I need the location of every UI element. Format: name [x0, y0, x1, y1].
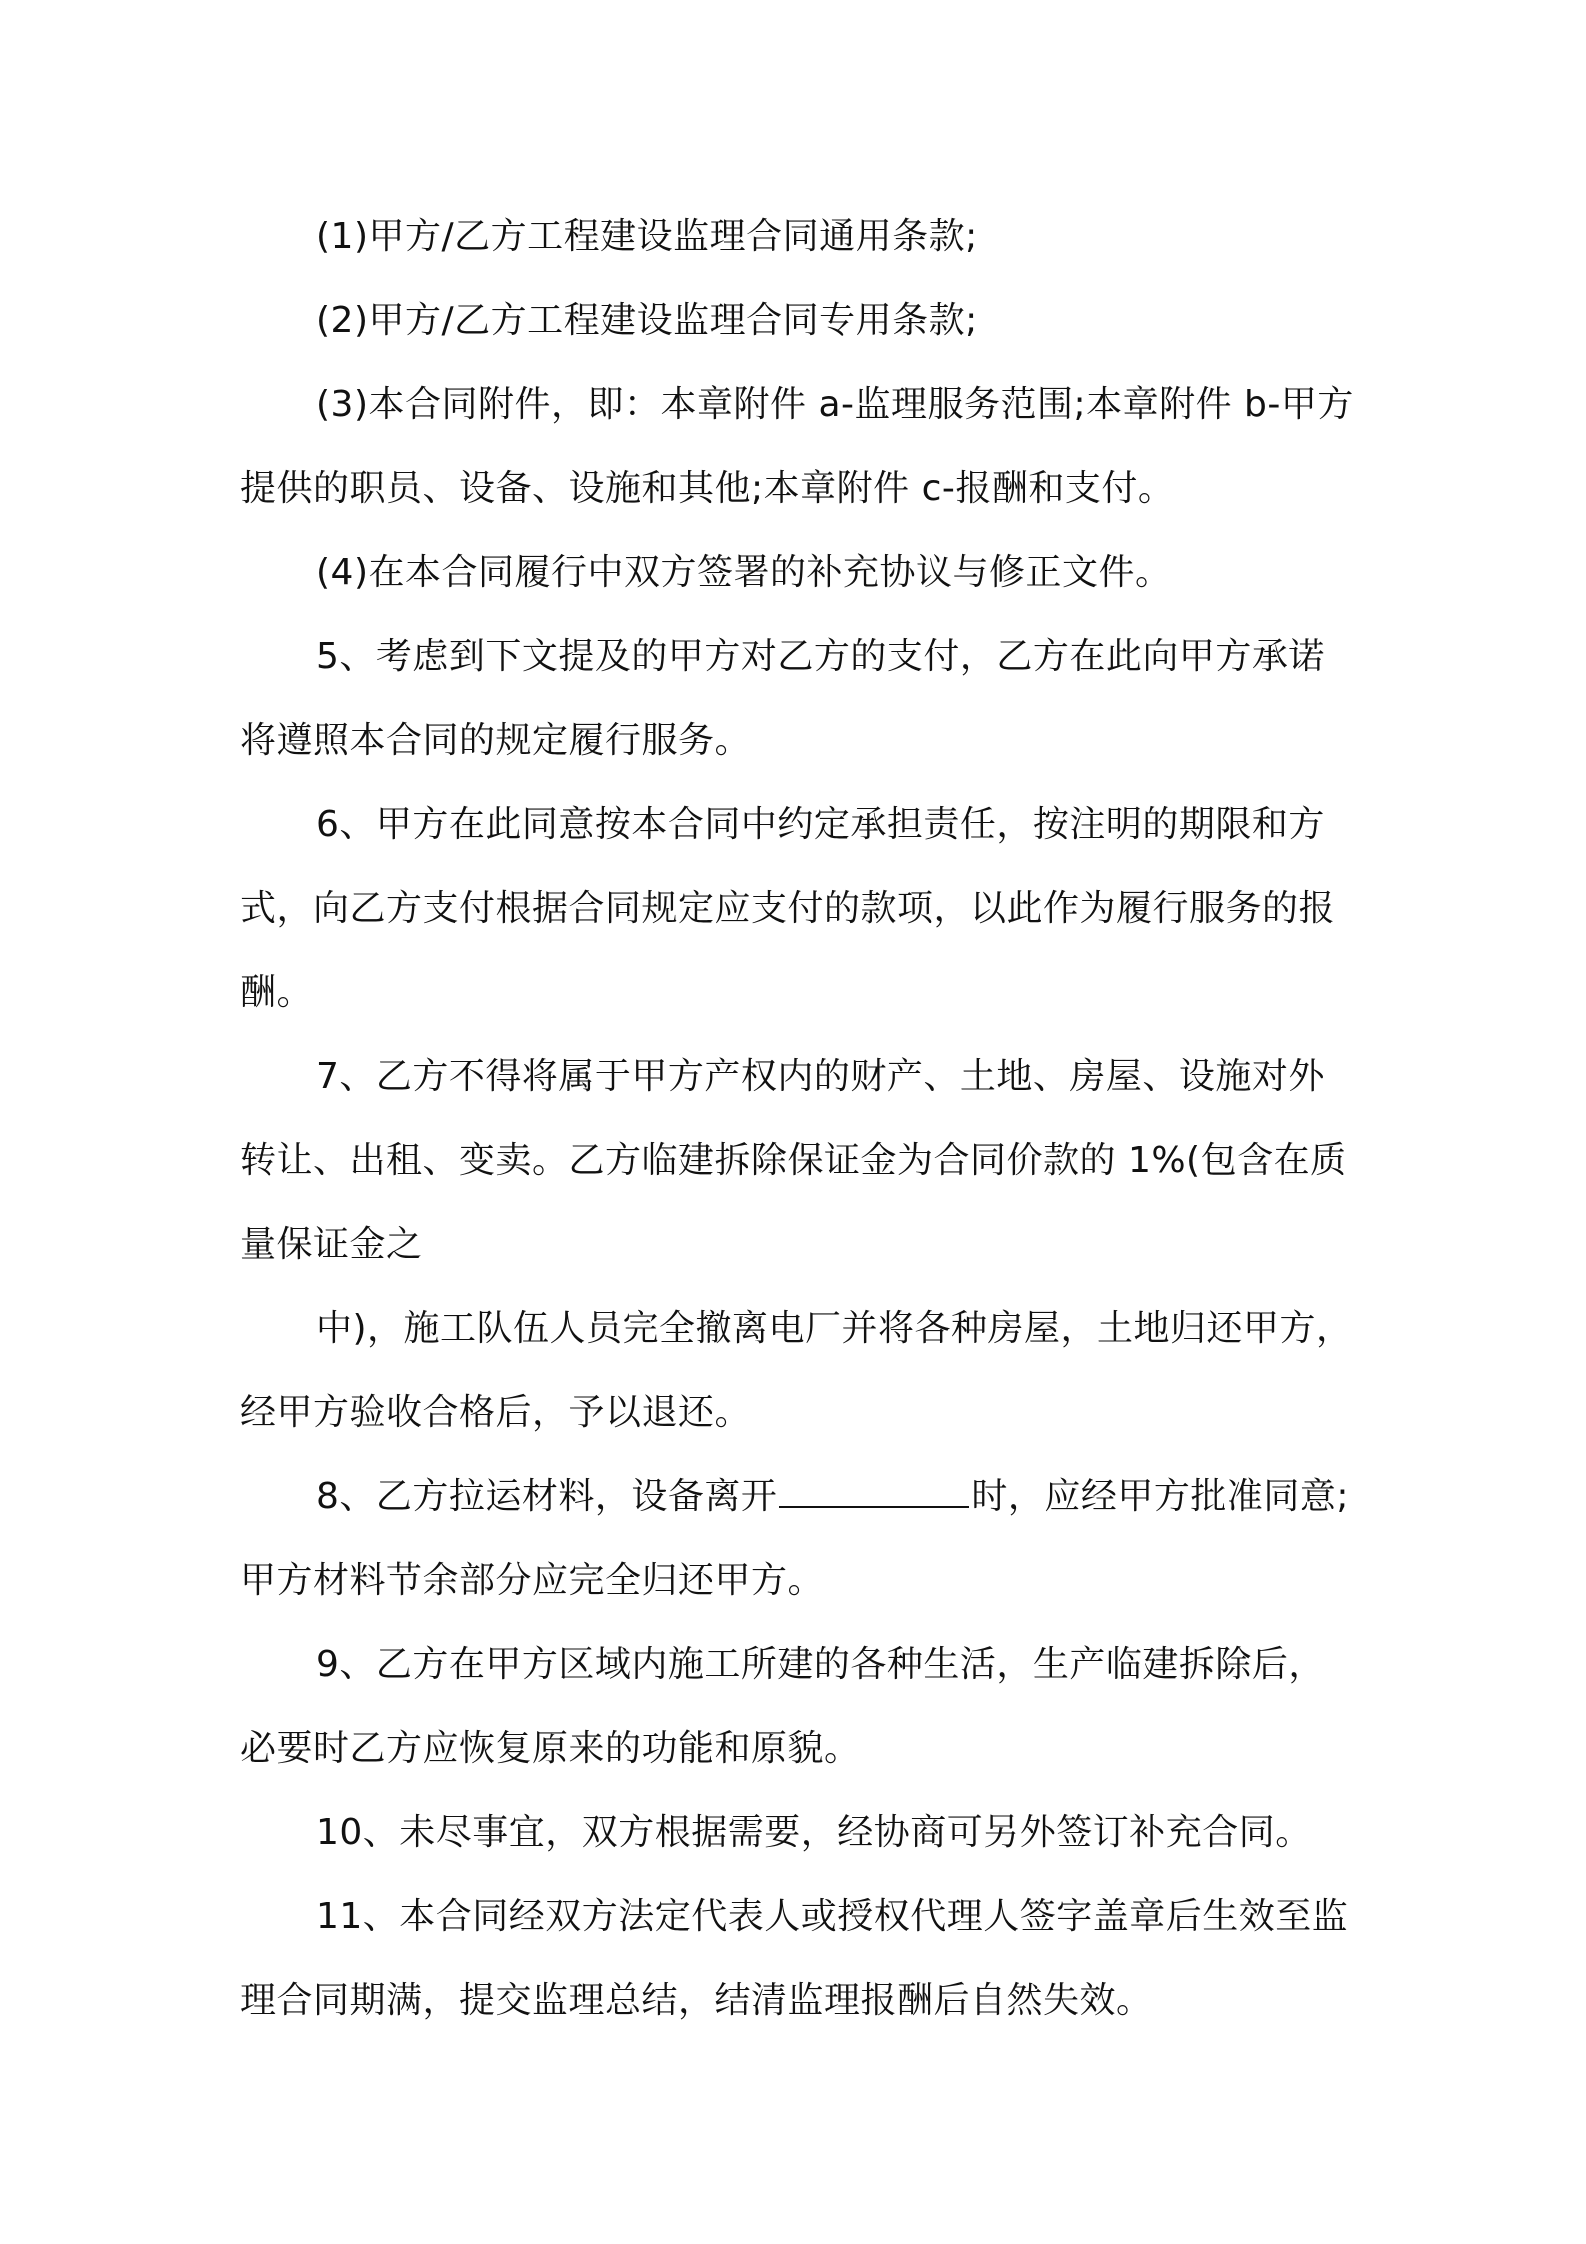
line-20: 10、未尽事宜，双方根据需要，经协商可另外签订补充合同。 — [316, 1812, 1312, 1853]
line-12: 转让、出租、变卖。乙方临建拆除保证金为合同价款的 1%(包含在质 — [240, 1140, 1347, 1181]
line-16 — [240, 1455, 1360, 1539]
line-6: 5、考虑到下文提及的甲方对乙方的支付，乙方在此向甲方承诺 — [316, 636, 1325, 677]
line-22: 理合同期满，提交监理总结，结清监理报酬后自然失效。 — [240, 1980, 1153, 2021]
line-14: 中)，施工队伍人员完全撤离电厂并将各种房屋，土地归还甲方， — [316, 1308, 1353, 1349]
line-4: 提供的职员、设备、设施和其他;本章附件 c-报酬和支付。 — [240, 468, 1175, 509]
line-11: 7、乙方不得将属于甲方产权内的财产、土地、房屋、设施对外 — [316, 1056, 1325, 1097]
line-18: 9、乙方在甲方区域内施工所建的各种生活，生产临建拆除后， — [316, 1644, 1325, 1685]
line-16-before-blank: 8、乙方拉运材料，设备离开 — [316, 1476, 778, 1517]
line-16-after-blank: 时，应经甲方批准同意; — [971, 1476, 1350, 1517]
line-1: (1)甲方/乙方工程建设监理合同通用条款; — [316, 216, 978, 257]
line-15: 经甲方验收合格后，予以退还。 — [240, 1392, 752, 1433]
line-2: (2)甲方/乙方工程建设监理合同专用条款; — [316, 300, 978, 341]
line-21: 11、本合同经双方法定代表人或授权代理人签字盖章后生效至监 — [316, 1896, 1349, 1937]
line-8: 6、甲方在此同意按本合同中约定承担责任，按注明的期限和方 — [316, 804, 1325, 845]
line-9: 式，向乙方支付根据合同规定应支付的款项，以此作为履行服务的报 — [240, 888, 1336, 929]
document-body — [240, 195, 1360, 2043]
line-17: 甲方材料节余部分应完全归还甲方。 — [240, 1560, 825, 1601]
line-19: 必要时乙方应恢复原来的功能和原貌。 — [240, 1728, 861, 1769]
line-5: (4)在本合同履行中双方签署的补充协议与修正文件。 — [316, 552, 1172, 593]
line-7: 将遵照本合同的规定履行服务。 — [240, 720, 752, 761]
line-10: 酬。 — [240, 972, 314, 1013]
fill-in-blank — [779, 1476, 969, 1508]
line-13: 量保证金之 — [240, 1224, 423, 1265]
line-3: (3)本合同附件，即：本章附件 a-监理服务范围;本章附件 b-甲方 — [316, 384, 1354, 425]
